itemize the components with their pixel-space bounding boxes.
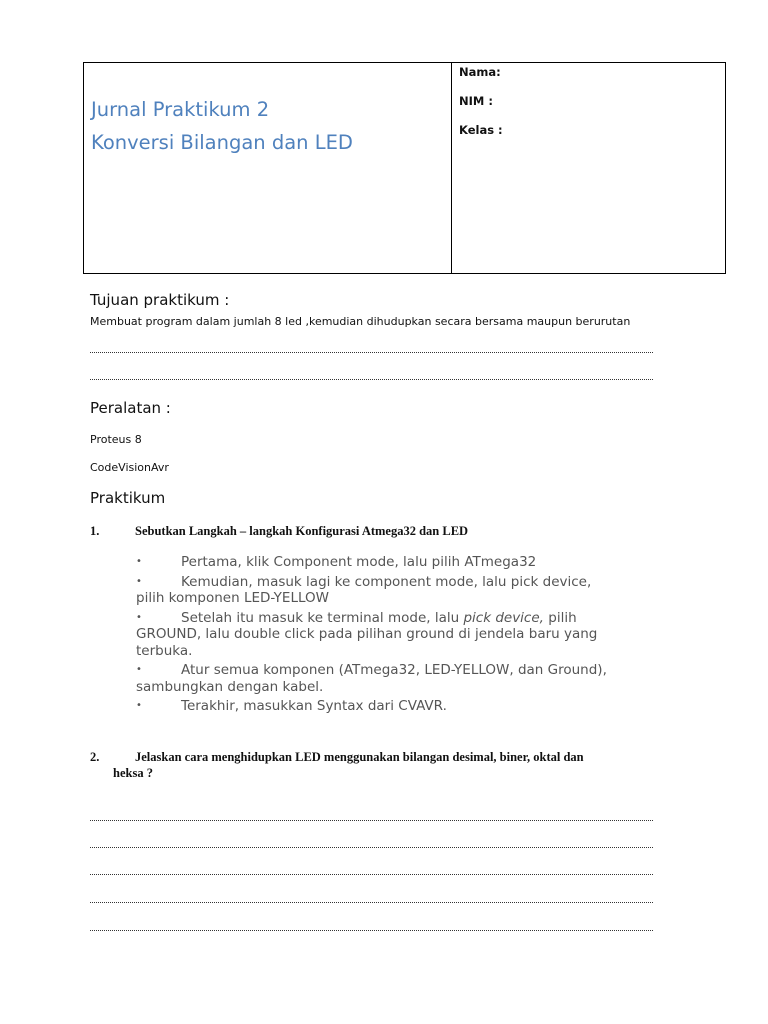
bullet-icon: •	[136, 664, 142, 675]
tujuan-text: Membuat program dalam jumlah 8 led ,kemudian dihudupkan secara bersama maupun berurutan	[90, 315, 631, 328]
answer-line	[90, 845, 653, 848]
identity-cell	[452, 63, 725, 273]
kelas-label: Kelas :	[459, 123, 503, 137]
list-item: • Atur semua komponen (ATmega32, LED-YELLOW, dan Ground), sambungkan dengan kabel.	[136, 662, 607, 695]
answer-line	[90, 872, 653, 875]
steps-list	[136, 554, 696, 718]
question-number: 2.	[90, 750, 100, 764]
answer-line	[90, 928, 653, 931]
list-item: • Terakhir, masukkan Syntax dari CVAVR.	[136, 698, 447, 714]
nim-label: NIM :	[459, 94, 493, 108]
answer-line	[90, 900, 653, 903]
question-text: Jelaskan cara menghidupkan LED menggunakan bilangan desimal, biner, oktal dan	[135, 750, 584, 764]
answer-line	[90, 818, 653, 821]
title-cell	[84, 63, 452, 273]
list-item: • Pertama, klik Component mode, lalu pilih ATmega32	[136, 554, 537, 570]
tool-item: Proteus 8	[90, 433, 142, 446]
tujuan-heading: Tujuan praktikum :	[90, 291, 230, 309]
nama-label: Nama:	[459, 65, 501, 79]
answer-line	[90, 377, 653, 380]
answer-line	[90, 350, 653, 353]
question-text-continued: heksa ?	[113, 766, 153, 780]
list-item: • Kemudian, masuk lagi ke component mode, lalu pick device, pilih komponen LED-YELLOW	[136, 573, 592, 606]
bullet-icon: •	[136, 611, 142, 623]
praktikum-heading: Praktikum	[90, 489, 166, 507]
bullet-icon: •	[136, 575, 142, 587]
peralatan-heading: Peralatan :	[90, 399, 171, 417]
list-item: • Setelah itu masuk ke terminal mode, lalu pick device, pilih GROUND, lalu double click pada pilihan ground di jendela baru yang terbuka.	[136, 609, 598, 659]
journal-subtitle: Konversi Bilangan dan LED	[91, 131, 353, 154]
journal-title: Jurnal Praktikum 2	[91, 98, 270, 121]
header-table	[83, 62, 726, 274]
tool-item: CodeVisionAvr	[90, 461, 169, 474]
bullet-icon: •	[136, 556, 142, 567]
question-number: 1.	[90, 524, 100, 538]
bullet-icon: •	[136, 700, 142, 711]
question-text: Sebutkan Langkah – langkah Konfigurasi Atmega32 dan LED	[135, 524, 469, 538]
